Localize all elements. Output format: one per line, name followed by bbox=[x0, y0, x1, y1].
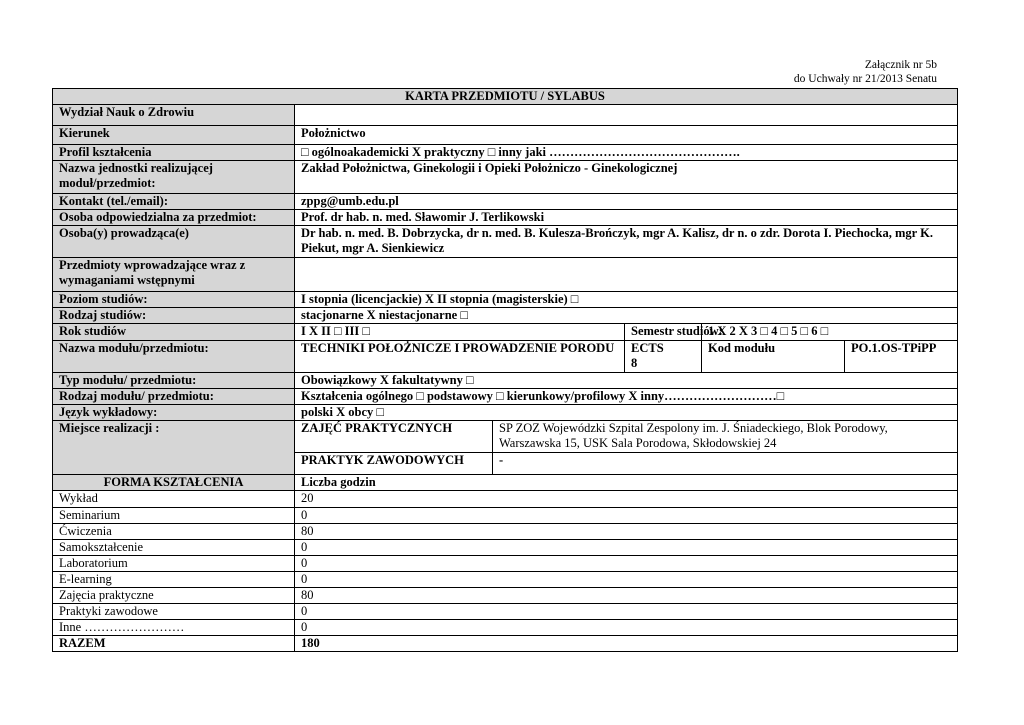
hours-value-8: 0 bbox=[295, 620, 958, 636]
hours-value-3: 0 bbox=[295, 540, 958, 556]
hours-name-5: E-learning bbox=[53, 572, 295, 588]
value-kierunek: Położnictwo bbox=[295, 126, 958, 145]
annex-line-2: do Uchwały nr 21/2013 Senatu bbox=[793, 73, 937, 85]
value-przedmioty bbox=[295, 258, 958, 292]
value-wydzial bbox=[295, 105, 958, 126]
label-ects: ECTS bbox=[631, 341, 664, 355]
hours-name-3: Samokształcenie bbox=[53, 540, 295, 556]
label-profil: Profil kształcenia bbox=[53, 145, 295, 161]
hours-value-4: 0 bbox=[295, 556, 958, 572]
hours-value-2: 80 bbox=[295, 524, 958, 540]
hours-value-1: 0 bbox=[295, 508, 958, 524]
annex-line-1: Załącznik nr 5b bbox=[864, 59, 937, 71]
hours-value-7: 0 bbox=[295, 604, 958, 620]
label-rodzajmod: Rodzaj modułu/ przedmiotu: bbox=[53, 389, 295, 405]
value-typ: Obowiązkowy X fakultatywny □ bbox=[295, 373, 958, 389]
value-poziom: I stopnia (licencjackie) X II stopnia (magisterskie) □ bbox=[295, 292, 958, 308]
hours-value-6: 80 bbox=[295, 588, 958, 604]
value-praktyk: - bbox=[493, 453, 958, 475]
label-miejsce: Miejsce realizacji : bbox=[53, 421, 295, 475]
hours-name-7: Praktyki zawodowe bbox=[53, 604, 295, 620]
label-nazwa: Nazwa modułu/przedmiotu: bbox=[53, 341, 295, 373]
hours-name-0: Wykład bbox=[53, 491, 295, 508]
label-rodzaj: Rodzaj studiów: bbox=[53, 308, 295, 324]
value-kod: PO.1.OS-TPiPP bbox=[845, 341, 958, 373]
header-forma: FORMA KSZTAŁCENIA bbox=[53, 475, 295, 491]
value-prowadzace: Dr hab. n. med. B. Dobrzycka, dr n. med. B. Kulesza-Brończyk, mgr A. Kalisz, dr n. o zdr. Dorota I. Piechocka, mgr K. Piekut, mgr A. Sienkiewicz bbox=[295, 226, 958, 258]
value-nazwa: TECHNIKI POŁOŻNICZE I PROWADZENIE PORODU bbox=[295, 341, 625, 373]
label-odpowiedzialna: Osoba odpowiedzialna za przedmiot: bbox=[53, 210, 295, 226]
annex-note bbox=[794, 58, 937, 86]
document-title: KARTA PRZEDMIOTU / SYLABUS bbox=[53, 89, 958, 105]
label-wydzial: Wydział Nauk o Zdrowiu bbox=[53, 105, 295, 126]
label-zajecia: ZAJĘĆ PRAKTYCZNYCH bbox=[295, 421, 493, 453]
label-jezyk: Język wykładowy: bbox=[53, 405, 295, 421]
label-jednostka: Nazwa jednostki realizującej moduł/przedmiot: bbox=[53, 161, 295, 194]
value-semestr: 1 X 2 X 3 □ 4 □ 5 □ 6 □ bbox=[702, 324, 958, 341]
label-prowadzace: Osoba(y) prowadząca(e) bbox=[53, 226, 295, 258]
total-value: 180 bbox=[295, 636, 958, 652]
hours-name-2: Ćwiczenia bbox=[53, 524, 295, 540]
hours-value-0: 20 bbox=[295, 491, 958, 508]
hours-value-5: 0 bbox=[295, 572, 958, 588]
value-odpowiedzialna: Prof. dr hab. n. med. Sławomir J. Terlikowski bbox=[295, 210, 958, 226]
label-kontakt: Kontakt (tel./email): bbox=[53, 194, 295, 210]
value-rodzaj: stacjonarne X niestacjonarne □ bbox=[295, 308, 958, 324]
value-profil: □ ogólnoakademicki X praktyczny □ inny jaki ………………………………………. bbox=[295, 145, 958, 161]
value-rodzajmod: Kształcenia ogólnego □ podstawowy □ kierunkowy/profilowy X inny………………………□ bbox=[295, 389, 958, 405]
label-rok: Rok studiów bbox=[53, 324, 295, 341]
label-przedmioty: Przedmioty wprowadzające wraz z wymaganiami wstępnymi bbox=[53, 258, 295, 292]
syllabus-table bbox=[52, 88, 958, 652]
hours-name-8: Inne …………………… bbox=[53, 620, 295, 636]
label-poziom: Poziom studiów: bbox=[53, 292, 295, 308]
label-kod: Kod modułu bbox=[702, 341, 845, 373]
hours-name-1: Seminarium bbox=[53, 508, 295, 524]
header-godziny: Liczba godzin bbox=[295, 475, 958, 491]
ects-cell bbox=[625, 341, 702, 373]
value-rok: I X II □ III □ bbox=[295, 324, 625, 341]
label-typ: Typ modułu/ przedmiotu: bbox=[53, 373, 295, 389]
value-jednostka: Zakład Położnictwa, Ginekologii i Opieki Położniczo - Ginekologicznej bbox=[295, 161, 958, 194]
value-zajecia: SP ZOZ Wojewódzki Szpital Zespolony im. J. Śniadeckiego, Blok Porodowy, Warszawska 15, USK Sala Porodowa, Skłodowskiej 24 bbox=[493, 421, 958, 453]
value-jezyk: polski X obcy □ bbox=[295, 405, 958, 421]
total-label: RAZEM bbox=[53, 636, 295, 652]
hours-name-4: Laboratorium bbox=[53, 556, 295, 572]
value-kontakt: zppg@umb.edu.pl bbox=[295, 194, 958, 210]
label-praktyk: PRAKTYK ZAWODOWYCH bbox=[295, 453, 493, 475]
hours-name-6: Zajęcia praktyczne bbox=[53, 588, 295, 604]
label-semestr: Semestr studiów: bbox=[625, 324, 702, 341]
label-kierunek: Kierunek bbox=[53, 126, 295, 145]
value-ects: 8 bbox=[631, 356, 638, 370]
